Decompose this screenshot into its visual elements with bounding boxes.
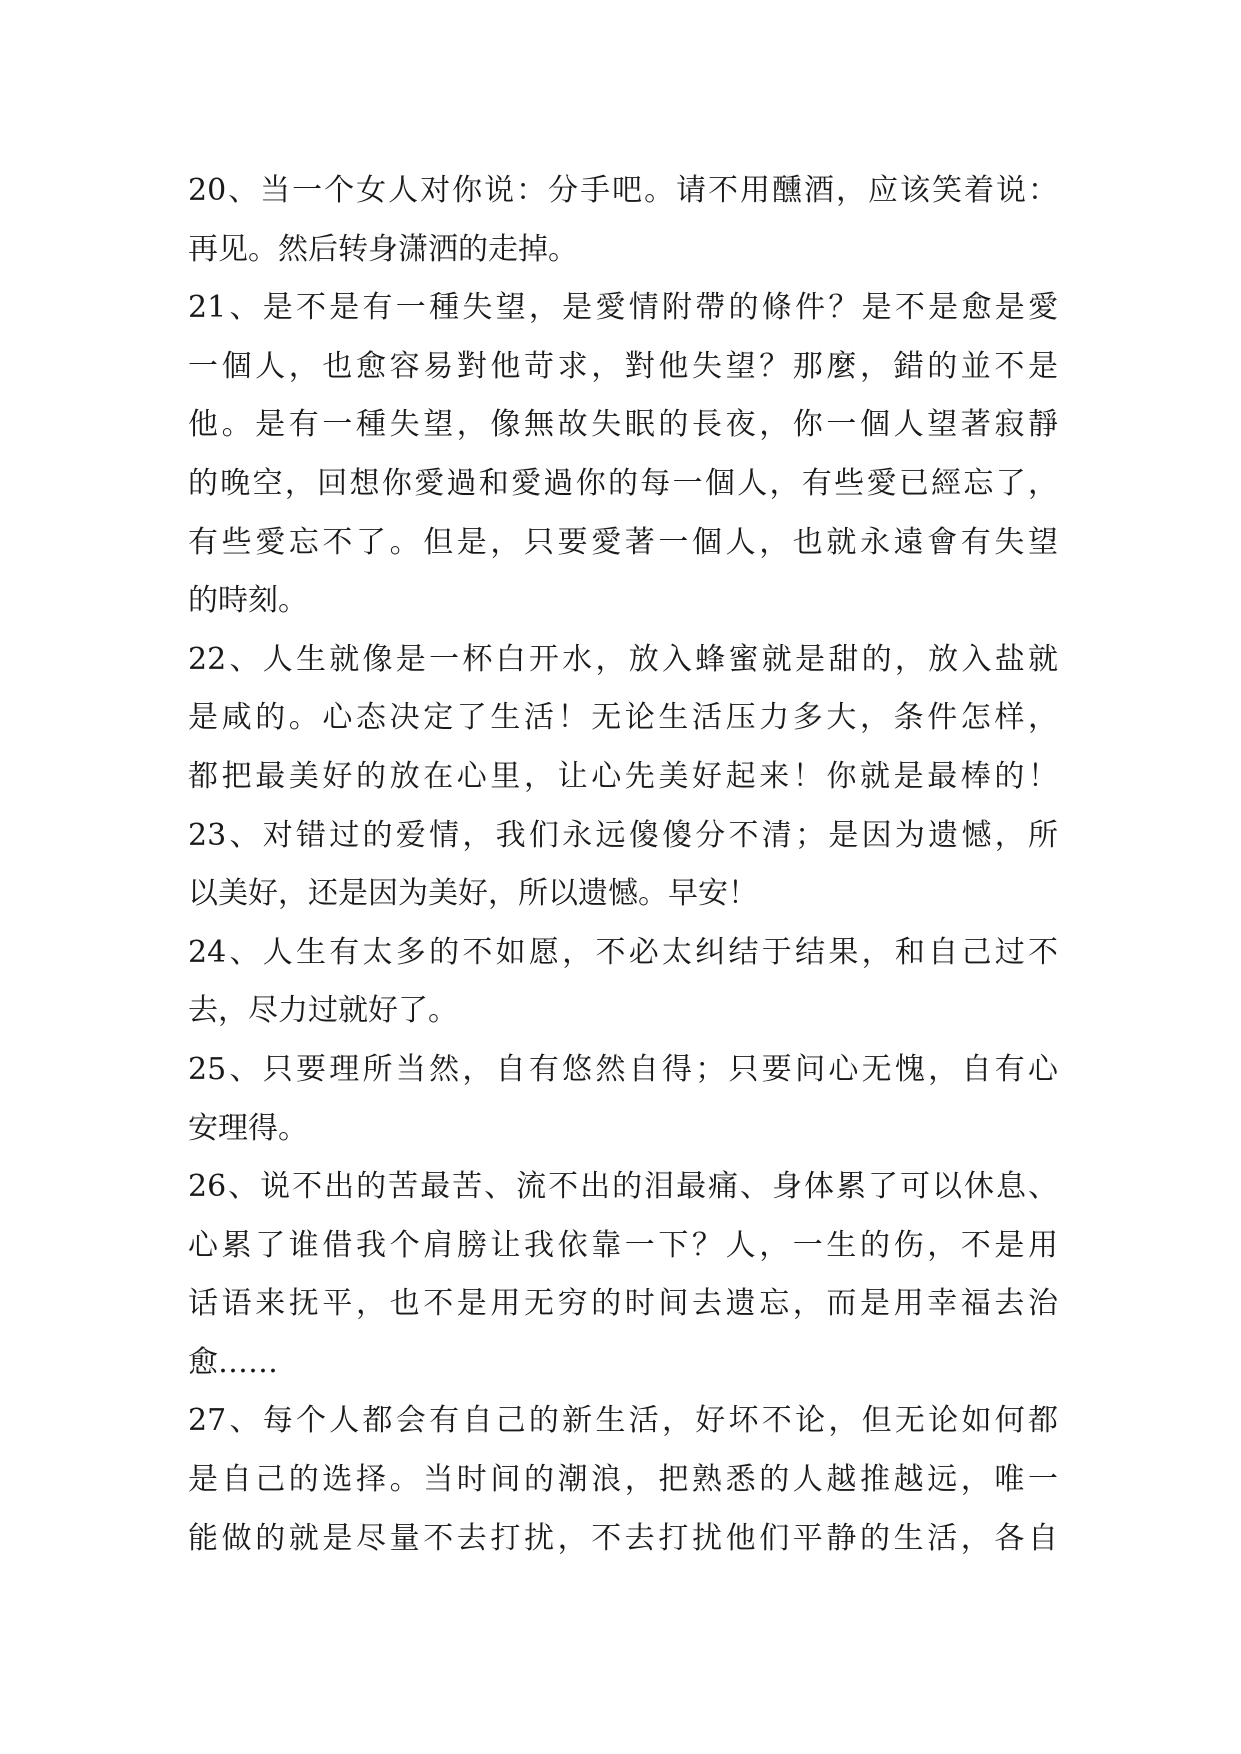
text-line: 话语来抚平，也不是用无穷的时间去遗忘，而是用幸福去治 — [188, 1286, 1058, 1322]
text-line: 心累了谁借我个肩膀让我依靠一下？人，一生的伤，不是用 — [188, 1227, 1058, 1263]
text-line: 23、对错过的爱情，我们永远傻傻分不清；是因为遗憾，所 — [188, 817, 1058, 853]
text-line: 再见。然后转身潇洒的走掉。 — [188, 231, 578, 267]
text-line: 25、只要理所当然，自有悠然自得；只要问心无愧，自有心 — [188, 1051, 1058, 1087]
text-line: 以美好，还是因为美好，所以遗憾。早安！ — [188, 876, 758, 912]
document-body — [188, 162, 1058, 1568]
text-line: 有些愛忘不了。但是，只要愛著一個人，也就永遠會有失望 — [188, 524, 1058, 560]
text-line: 一個人，也愈容易對他苛求，對他失望？那麼，錯的並不是 — [188, 348, 1058, 384]
text-line: 都把最美好的放在心里，让心先美好起来！你就是最棒的！ — [188, 758, 1058, 794]
text-line: 能做的就是尽量不去打扰，不去打扰他们平静的生活，各自 — [188, 1520, 1058, 1556]
text-line: 安理得。 — [188, 1110, 308, 1146]
text-line: 是咸的。心态决定了生活！无论生活压力多大，条件怎样， — [188, 700, 1058, 736]
text-line: 他。是有一種失望，像無故失眠的長夜，你一個人望著寂靜 — [188, 407, 1058, 443]
text-line: 22、人生就像是一杯白开水，放入蜂蜜就是甜的，放入盐就 — [188, 641, 1058, 677]
text-line: 26、说不出的苦最苦、流不出的泪最痛、身体累了可以休息、 — [188, 1169, 1058, 1205]
text-line: 是自己的选择。当时间的潮浪，把熟悉的人越推越远，唯一 — [188, 1462, 1058, 1498]
text-line: 的晚空，回想你愛過和愛過你的每一個人，有些愛已經忘了， — [188, 465, 1058, 501]
text-line: 去，尽力过就好了。 — [188, 993, 458, 1029]
text-line: 24、人生有太多的不如愿，不必太纠结于结果，和自己过不 — [188, 934, 1058, 970]
text-line: 20、当一个女人对你说：分手吧。请不用醺酒，应该笑着说： — [188, 173, 1058, 208]
text-line: 21、是不是有一種失望，是愛情附帶的條件？是不是愈是愛 — [188, 290, 1058, 326]
text-line: 的時刻。 — [188, 583, 308, 619]
text-line: 愈…… — [188, 1344, 278, 1380]
text-line: 27、每个人都会有自己的新生活，好坏不论，但无论如何都 — [188, 1403, 1058, 1439]
